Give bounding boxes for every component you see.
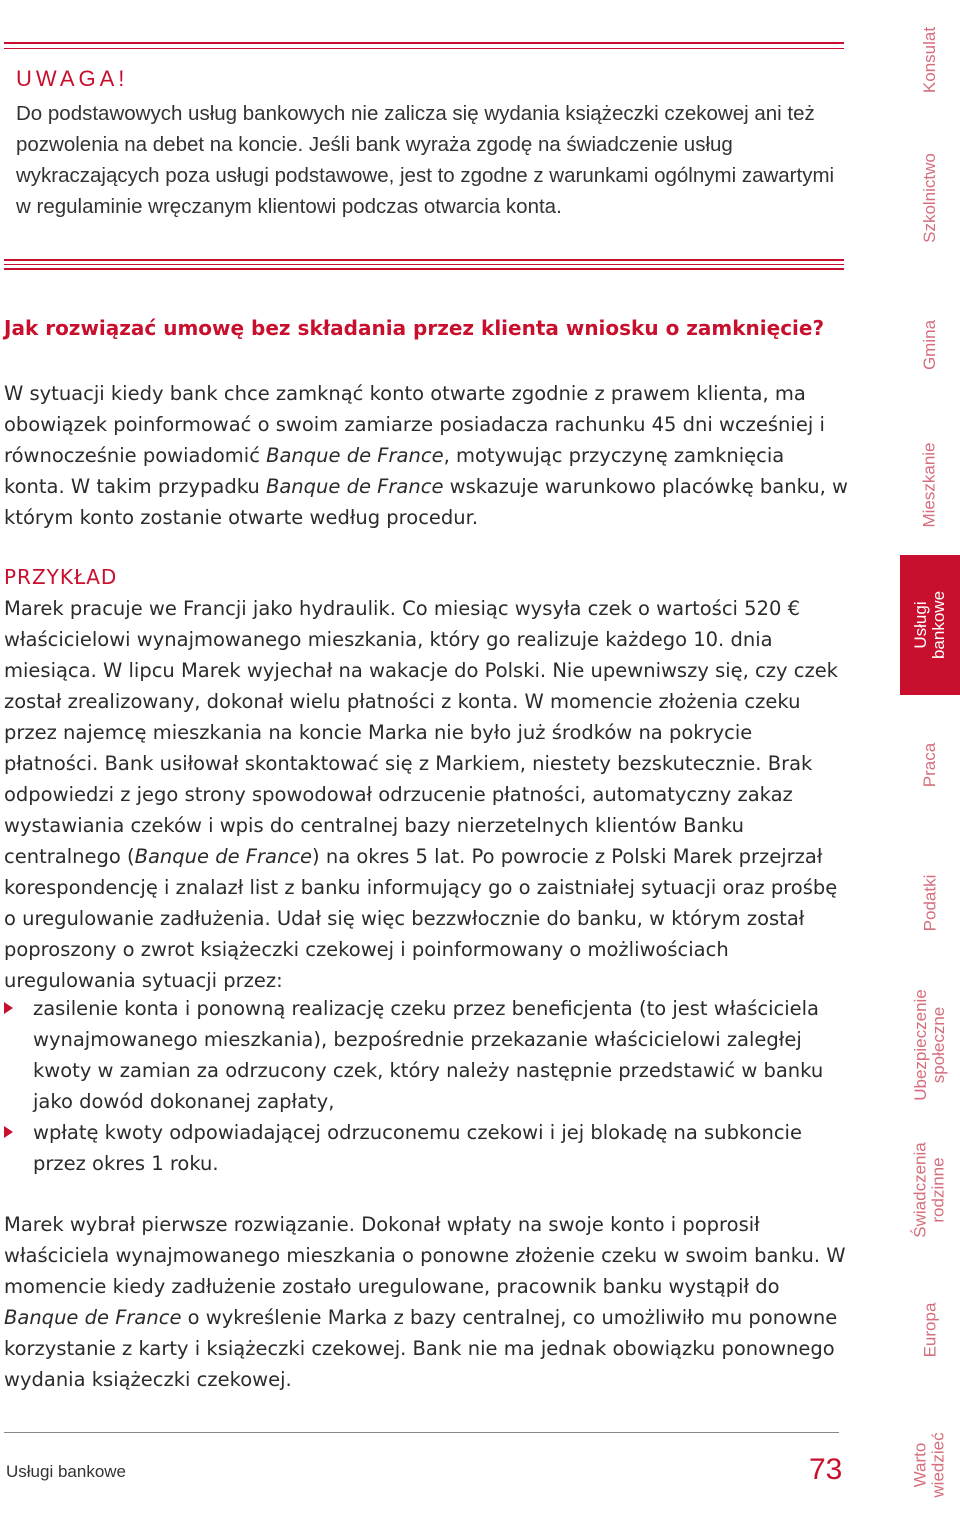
tab-swiadczenia-rodzinne[interactable]: Świadczenia rodzinne [911, 1142, 949, 1238]
example-heading: PRZYKŁAD [4, 565, 118, 589]
section-paragraph: W sytuacji kiedy bank chce zamknąć konto otwarte zgodnie z prawem klienta, ma obowiązek poinformować o swoim zamiarze posiadacza rachunku 45 dni wcześniej i równocześnie powiadomić Banque de France, motywując przyczynę zamknięcia konta. W takim przypadku Banque de France wskazuje warunkowo placówkę banku, w którym konto zostanie otwarte według procedur. [4, 382, 849, 529]
tab-praca[interactable]: Praca [919, 742, 939, 788]
list-item: wpłatę kwoty odpowiadającej odrzuconemu czekowi i jej blokadę na subkoncie przez okres 1 roku. [4, 1117, 849, 1179]
example-options-list [4, 993, 849, 1179]
tab-gmina[interactable]: Gmina [919, 319, 939, 371]
warning-box-top-border [4, 42, 844, 49]
list-item: zasilenie konta i ponowną realizację czeku przez beneficjenta (to jest właściciela wynajmowanego mieszkania), bezpośrednie przekazanie właścicielowi zaległej kwoty w zamian za odrzucony czek, który należy następnie przedstawić w banku jako dowód dokonanej zapłaty, [4, 993, 849, 1117]
tab-podatki[interactable]: Podatki [919, 874, 939, 931]
side-navigation [900, 0, 960, 1529]
footer-divider [4, 1432, 839, 1433]
arrow-bullet-icon [4, 1126, 13, 1138]
tab-warto-wiedziec[interactable]: Warto wiedzieć [911, 1431, 949, 1498]
tab-konsulat[interactable]: Konsulat [920, 26, 940, 94]
example-paragraph: Marek pracuje we Francji jako hydraulik. Co miesiąc wysyła czek o wartości 520 € właścicielowi wynajmowanego mieszkania, który go realizuje każdego 10. dnia miesiąca. W lipcu Marek wyjechał na wakacje do Polski. Nie upewniwszy się, czy czek został zrealizowany, dokonał wielu płatności z konta. W momencie złożenia czeku przez najemcę mieszkania na koncie Marka nie było już środków na pokrycie płatności. Bank usiłował skontaktować się z Markiem, niestety bezskutecznie. Brak odpowiedzi z jego strony spowodował odrzucenie płatności, automatyczny zakaz wystawiania czeków i wpis do centralnej bazy nierzetelnych klientów Banku centralnego (Banque de France) na okres 5 lat. Po powrocie z Polski Marek przejrzał korespondencję i znalazł list z banku informujący go o zaistniałej sytuacji oraz prośbę o uregulowanie zadłużenia. Udał się więc bezzwłocznie do banku, w którym został poproszony o zwrot książeczki czekowej i poinformowany o możliwościach uregulowania sytuacji przez: [4, 597, 838, 992]
tab-uslugi-bankowe[interactable]: Usługi bankowe [900, 555, 960, 695]
tab-europa[interactable]: Europa [919, 1302, 939, 1358]
warning-text: Do podstawowych usług bankowych nie zalicza się wydania książeczki czekowej ani też pozwolenia na debet na koncie. Jeśli bank wyraża zgodę na świadczenie usług wykraczających poza usługi podstawowe, jest to zgodne z warunkami ogólnymi zawartymi w regulaminie wręczanym klientowi podczas otwarcia konta. [16, 102, 835, 218]
tab-ubezpieczenie-spoleczne[interactable]: Ubezpieczenie społeczne [911, 989, 949, 1101]
arrow-bullet-icon [4, 1002, 13, 1014]
tab-szkolnictwo[interactable]: Szkolnictwo [920, 152, 940, 243]
warning-title: UWAGA! [16, 66, 129, 91]
warning-box-bottom-border [4, 259, 844, 270]
section-heading: Jak rozwiązać umowę bez składania przez klienta wniosku o zamknięcie? [4, 316, 825, 340]
footer-section-label: Usługi bankowe [6, 1462, 127, 1481]
conclusion-paragraph: Marek wybrał pierwsze rozwiązanie. Dokonał wpłaty na swoje konto i poprosił właściciela wynajmowanego mieszkania o ponowne złożenie czeku w swoim banku. W momencie kiedy zadłużenie zostało uregulowane, pracownik banku wystąpił do Banque de France o wykreślenie Marka z bazy centralnej, co umożliwiło mu ponowne korzystanie z karty i książeczki czekowej. Bank nie ma jednak obowiązku ponownego wydania książeczki czekowej. [4, 1213, 846, 1391]
page-number: 73 [809, 1453, 843, 1486]
tab-mieszkanie[interactable]: Mieszkanie [920, 442, 940, 528]
